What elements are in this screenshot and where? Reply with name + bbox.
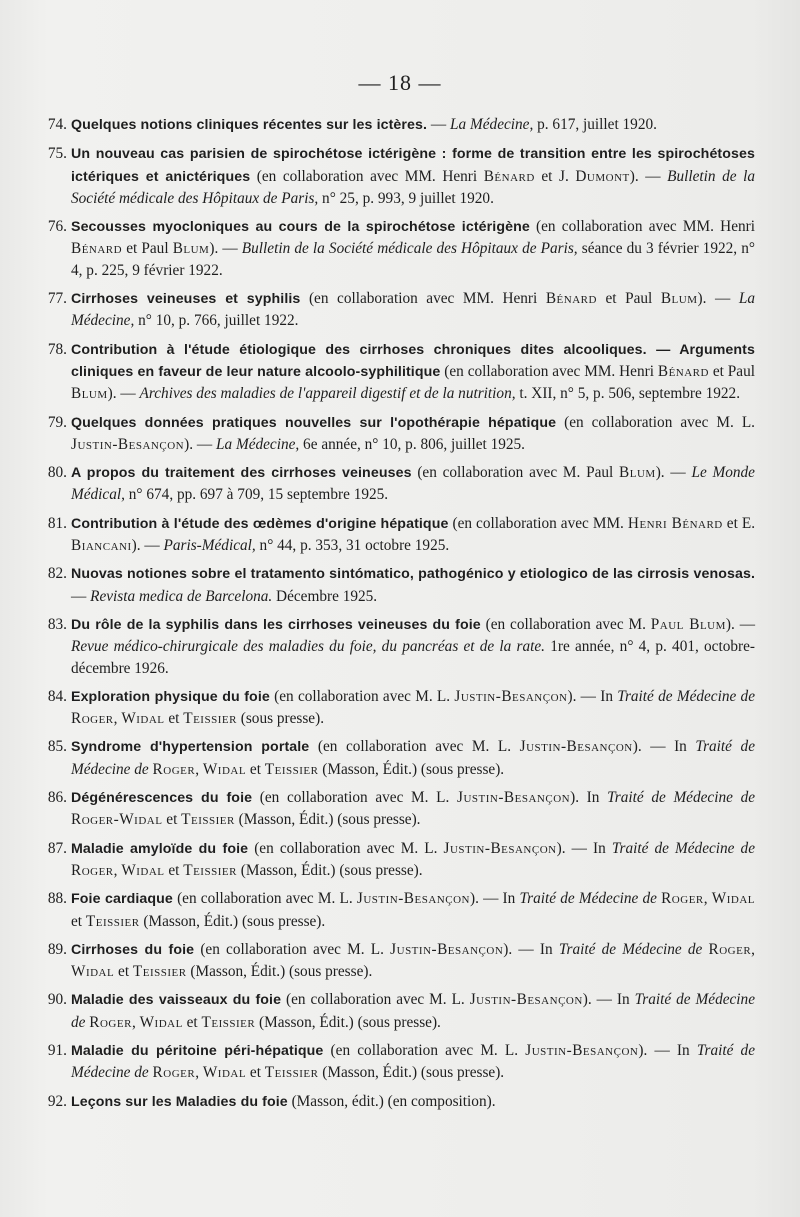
- bibliography-entry: [33, 989, 755, 1033]
- author-name: Roger: [661, 890, 704, 908]
- entry-text: ). —: [131, 537, 164, 555]
- entry-number: 87.: [47, 839, 67, 857]
- bibliography-list: [33, 114, 755, 1120]
- author-name: Roger: [71, 861, 114, 879]
- author-name: Justin-Besançon: [443, 839, 557, 857]
- author-name: Roger: [89, 1013, 132, 1031]
- author-name: Justin-Besançon: [457, 789, 571, 807]
- entry-text: ). — In: [582, 991, 635, 1009]
- entry-text: p. 617, juillet 1920.: [533, 116, 657, 133]
- entry-number: 80.: [47, 464, 67, 482]
- entry-text: ,: [195, 760, 203, 778]
- entry-title: Contribution à l'étude des œdèmes d'origine hépatique: [71, 515, 449, 532]
- publication-title: Traité de Médecine de: [71, 738, 755, 778]
- author-name: Justin-Besançon: [525, 1041, 639, 1059]
- entry-text: ). —: [209, 240, 242, 258]
- entry-text: ). — In: [503, 940, 559, 958]
- publication-title: Le Monde Médical,: [71, 464, 755, 504]
- entry-text: et: [164, 861, 184, 879]
- entry-text: (en collaboration avec MM. Henri: [300, 290, 546, 308]
- publication-title: La Médecine,: [215, 435, 300, 453]
- entry-text: ). —: [697, 290, 739, 308]
- bibliography-entry: [33, 736, 755, 780]
- bibliography-entry: [33, 838, 755, 882]
- entry-text: ). —: [655, 464, 692, 482]
- author-name: Teissier: [264, 1064, 319, 1082]
- bibliography-entry: [33, 513, 755, 557]
- author-name: Teissier: [201, 1013, 256, 1031]
- entry-text: —: [71, 587, 91, 605]
- entry-text: (en collaboration avec M. Paul: [411, 464, 620, 482]
- entry-text: ). — In: [556, 839, 612, 857]
- entry-title: Nuovas notiones sobre el tratamento sintómatico, pathogénico y etiologico de las cirrosis venosas.: [71, 566, 755, 583]
- entry-text: (en collaboration avec M. L.: [309, 738, 520, 756]
- entry-text: et Paul: [596, 290, 661, 308]
- entry-title: Du rôle de la syphilis dans les cirrhoses veineuses du foie: [71, 616, 481, 633]
- author-name: Widal: [202, 760, 247, 778]
- entry-text: et: [164, 710, 184, 728]
- author-name: Roger: [152, 760, 196, 778]
- entry-text: et: [246, 760, 265, 778]
- author-name: Biancani: [71, 537, 132, 555]
- author-name: Widal: [711, 890, 755, 908]
- entry-text: (en collaboration avec MM. Henri: [440, 362, 658, 380]
- publication-title: Traité de Médecine de: [519, 890, 657, 908]
- author-name: Bénard: [483, 167, 535, 185]
- entry-text: —: [427, 116, 451, 133]
- entry-number: 77.: [47, 290, 67, 308]
- entry-text: (Masson, Édit.) (sous presse).: [318, 1064, 505, 1082]
- entry-text: (sous presse).: [236, 710, 325, 728]
- entry-text: n° 25, p. 993, 9 juillet 1920.: [318, 189, 494, 207]
- publication-title: Bulletin de la Société médicale des Hôpitaux de Paris,: [71, 167, 756, 207]
- entry-title: Syndrome d'hypertension portale: [71, 739, 310, 756]
- entry-text: 1re année, n° 4, p. 401, octobre-décembre 1926.: [71, 638, 755, 677]
- author-name: Justin-Besançon: [71, 435, 185, 453]
- entry-text: ). —: [725, 615, 756, 633]
- entry-text: (Masson, Édit.) (sous presse).: [186, 963, 373, 981]
- entry-text: ). — In: [638, 1041, 697, 1059]
- entry-text: ). In: [570, 789, 608, 807]
- entry-title: Quelques notions cliniques récentes sur les ictères.: [71, 117, 428, 133]
- entry-number: 86.: [47, 789, 67, 807]
- entry-text: ,: [195, 1064, 203, 1082]
- entry-number: 90.: [47, 991, 67, 1009]
- entry-title: Secousses myocloniques au cours de la spirochétose ictérigène: [71, 219, 530, 236]
- bibliography-entry: [33, 614, 755, 679]
- entry-text: (en collaboration avec M. L.: [556, 413, 756, 431]
- author-name: Teissier: [132, 963, 187, 981]
- entry-number: 79.: [47, 413, 67, 431]
- entry-number: 92.: [47, 1092, 67, 1110]
- publication-title: Traité de Médecine de: [71, 1041, 755, 1082]
- entry-text: 6e année, n° 10, p. 806, juillet 1925.: [299, 435, 525, 453]
- bibliography-entry: [33, 216, 755, 281]
- author-name: Widal: [139, 1013, 183, 1031]
- entry-text: n° 10, p. 766, juillet 1922.: [134, 312, 299, 330]
- entry-title: Un nouveau cas parisien de spirochétose ictérigène : forme de transition entre les spirochétoses ictériques et anictériques: [71, 146, 755, 185]
- entry-text: (en collaboration avec M. L.: [323, 1041, 526, 1059]
- author-name: Blum: [619, 464, 656, 482]
- entry-text: (en collaboration avec M. L.: [248, 839, 444, 857]
- author-name: Blum: [172, 240, 210, 258]
- entry-title: Quelques données pratiques nouvelles sur l'opothérapie hépatique: [71, 414, 557, 431]
- entry-text: (Masson, Édit.) (sous presse).: [255, 1013, 441, 1031]
- entry-text: et: [246, 1064, 265, 1082]
- publication-title: Bulletin de la Société médicale des Hôpitaux de Paris,: [241, 240, 578, 258]
- author-name: Widal: [121, 710, 165, 728]
- author-name: Justin-Besançon: [390, 940, 504, 958]
- entry-text: n° 44, p. 353, 31 octobre 1925.: [255, 537, 450, 555]
- entry-text: (en collaboration avec M. L.: [172, 890, 357, 908]
- entry-text: (Masson, Édit.) (sous presse).: [139, 912, 326, 930]
- entry-text: t. XII, n° 5, p. 506, septembre 1922.: [515, 385, 741, 403]
- entry-text: et: [182, 1013, 202, 1031]
- author-name: Roger: [71, 710, 114, 728]
- entry-text: ,: [113, 710, 122, 728]
- publication-title: La Médecine,: [71, 290, 755, 330]
- author-name: Henri Bénard: [627, 514, 723, 532]
- publication-title: Revue médico-chirurgicale des maladies du foie, du pancréas et de la rate.: [71, 638, 545, 656]
- bibliography-entry: [33, 939, 755, 983]
- entry-text: séance du 3 février 1922, n° 4, p. 225, 9 février 1922.: [71, 240, 755, 279]
- bibliography-entry: [33, 686, 755, 730]
- bibliography-entry: [33, 563, 755, 607]
- publication-title: Traité de Médecine de: [558, 940, 703, 958]
- entry-number: 76.: [47, 218, 67, 236]
- author-name: Justin-Besançon: [519, 738, 633, 756]
- entry-text: et: [114, 963, 133, 981]
- bibliography-entry: [33, 412, 755, 456]
- author-name: Roger: [152, 1064, 196, 1082]
- entry-text: (Masson, édit.) (en composition).: [287, 1092, 496, 1110]
- publication-title: Traité de Médecine de: [71, 991, 755, 1031]
- entry-title: Maladie du péritoine péri-hépatique: [71, 1042, 324, 1059]
- bibliography-entry: [33, 462, 755, 506]
- author-name: Teissier: [85, 912, 140, 930]
- bibliography-entry: [33, 143, 755, 209]
- bibliography-entry: [33, 787, 755, 831]
- entry-title: Foie cardiaque: [71, 891, 173, 908]
- entry-text: et: [71, 912, 86, 930]
- author-name: Bénard: [545, 290, 597, 308]
- author-name: Dumont: [575, 167, 630, 185]
- entry-number: 88.: [47, 890, 67, 908]
- entry-text: ). — In: [632, 738, 696, 756]
- entry-text: Décembre 1925.: [272, 587, 378, 605]
- entry-number: 81.: [47, 514, 67, 532]
- bibliography-entry: [33, 339, 755, 405]
- entry-title: Contribution à l'étude étiologique des cirrhoses chroniques dites alcooliques. — Arguments cliniques en faveur de leur nature alcoolo-syphilitique: [71, 341, 755, 380]
- entry-text: (Masson, Édit.) (sous presse).: [234, 811, 421, 829]
- author-name: Blum: [71, 385, 108, 403]
- author-name: Teissier: [183, 710, 237, 728]
- entry-text: (en collaboration avec MM.: [448, 514, 628, 532]
- entry-text: et: [162, 811, 182, 829]
- author-name: Teissier: [264, 760, 319, 778]
- entry-text: n° 674, pp. 697 à 709, 15 septembre 1925.: [124, 486, 389, 504]
- publication-title: Paris-Médical,: [163, 537, 256, 555]
- entry-text: (en collaboration avec M.: [480, 615, 651, 633]
- bibliography-entry: [33, 1040, 755, 1084]
- author-name: Roger-Widal: [71, 811, 163, 829]
- entry-number: 89.: [47, 940, 67, 958]
- publication-title: Traité de Médecine de: [607, 789, 756, 807]
- bibliography-entry: [33, 888, 755, 932]
- entry-title: A propos du traitement des cirrhoses veineuses: [71, 465, 412, 482]
- entry-text: (en collaboration avec M. L.: [194, 940, 391, 958]
- entry-number: 75.: [47, 145, 67, 163]
- publication-title: Revista medica de Barcelona.: [90, 587, 273, 605]
- entry-text: (en collaboration avec M. L.: [252, 789, 457, 807]
- author-name: Bénard: [71, 240, 123, 258]
- author-name: Teissier: [183, 861, 237, 879]
- bibliography-entry: [33, 288, 755, 332]
- entry-title: Dégénérescences du foie: [71, 790, 253, 807]
- publication-title: Archives des maladies de l'appareil digestif et de la nutrition,: [139, 385, 516, 403]
- entry-text: ). — In: [567, 687, 618, 705]
- author-name: Bénard: [657, 362, 709, 380]
- author-name: Widal: [202, 1064, 247, 1082]
- entry-text: ). —: [629, 167, 668, 185]
- entry-text: ). —: [107, 385, 140, 403]
- entry-text: ,: [703, 890, 712, 908]
- entry-title: Exploration physique du foie: [71, 688, 270, 705]
- entry-text: ,: [113, 861, 122, 879]
- entry-title: Leçons sur les Maladies du foie: [71, 1093, 288, 1110]
- author-name: Justin-Besançon: [469, 991, 583, 1009]
- entry-title: Cirrhoses du foie: [71, 941, 195, 958]
- entry-text: ). —: [184, 435, 216, 453]
- entry-text: ,: [751, 940, 755, 958]
- publication-title: Traité de Médecine de: [617, 687, 755, 705]
- author-name: Widal: [121, 861, 165, 879]
- bibliography-entry: [33, 114, 755, 136]
- entry-text: (en collaboration avec MM. Henri: [529, 218, 755, 236]
- entry-text: (Masson, Édit.) (sous presse).: [318, 760, 505, 778]
- author-name: Blum: [660, 290, 698, 308]
- entry-number: 78.: [47, 340, 67, 358]
- entry-text: (en collaboration avec MM. Henri: [250, 167, 484, 185]
- entry-title: Cirrhoses veineuses et syphilis: [71, 291, 301, 308]
- publication-title: Traité de Médecine de: [611, 839, 755, 857]
- entry-number: 82.: [47, 565, 67, 583]
- bibliography-entry: [33, 1091, 755, 1113]
- entry-number: 91.: [47, 1041, 67, 1059]
- entry-text: (en collaboration avec M. L.: [281, 991, 470, 1009]
- entry-title: Maladie amyloïde du foie: [71, 840, 249, 857]
- entry-text: ). — In: [469, 890, 520, 908]
- entry-title: Maladie des vaisseaux du foie: [71, 992, 282, 1009]
- entry-text: et J.: [534, 167, 576, 185]
- author-name: Widal: [71, 963, 115, 981]
- entry-text: et E.: [722, 514, 756, 532]
- author-name: Justin-Besançon: [454, 687, 568, 705]
- entry-text: ,: [131, 1013, 140, 1031]
- entry-text: (Masson, Édit.) (sous presse).: [236, 861, 423, 879]
- entry-text: et Paul: [708, 362, 755, 380]
- author-name: Teissier: [181, 811, 235, 829]
- author-name: Paul Blum: [650, 615, 726, 633]
- entry-number: 84.: [47, 687, 67, 705]
- entry-text: et Paul: [122, 240, 173, 258]
- entry-text: (en collaboration avec M. L.: [269, 687, 455, 705]
- entry-number: 83.: [47, 615, 67, 633]
- author-name: Justin-Besançon: [356, 890, 470, 908]
- page-number: — 18 —: [358, 70, 442, 95]
- entry-number: 74.: [47, 116, 67, 133]
- publication-title: La Médecine,: [450, 116, 534, 133]
- author-name: Roger: [708, 940, 752, 958]
- entry-number: 85.: [47, 738, 67, 756]
